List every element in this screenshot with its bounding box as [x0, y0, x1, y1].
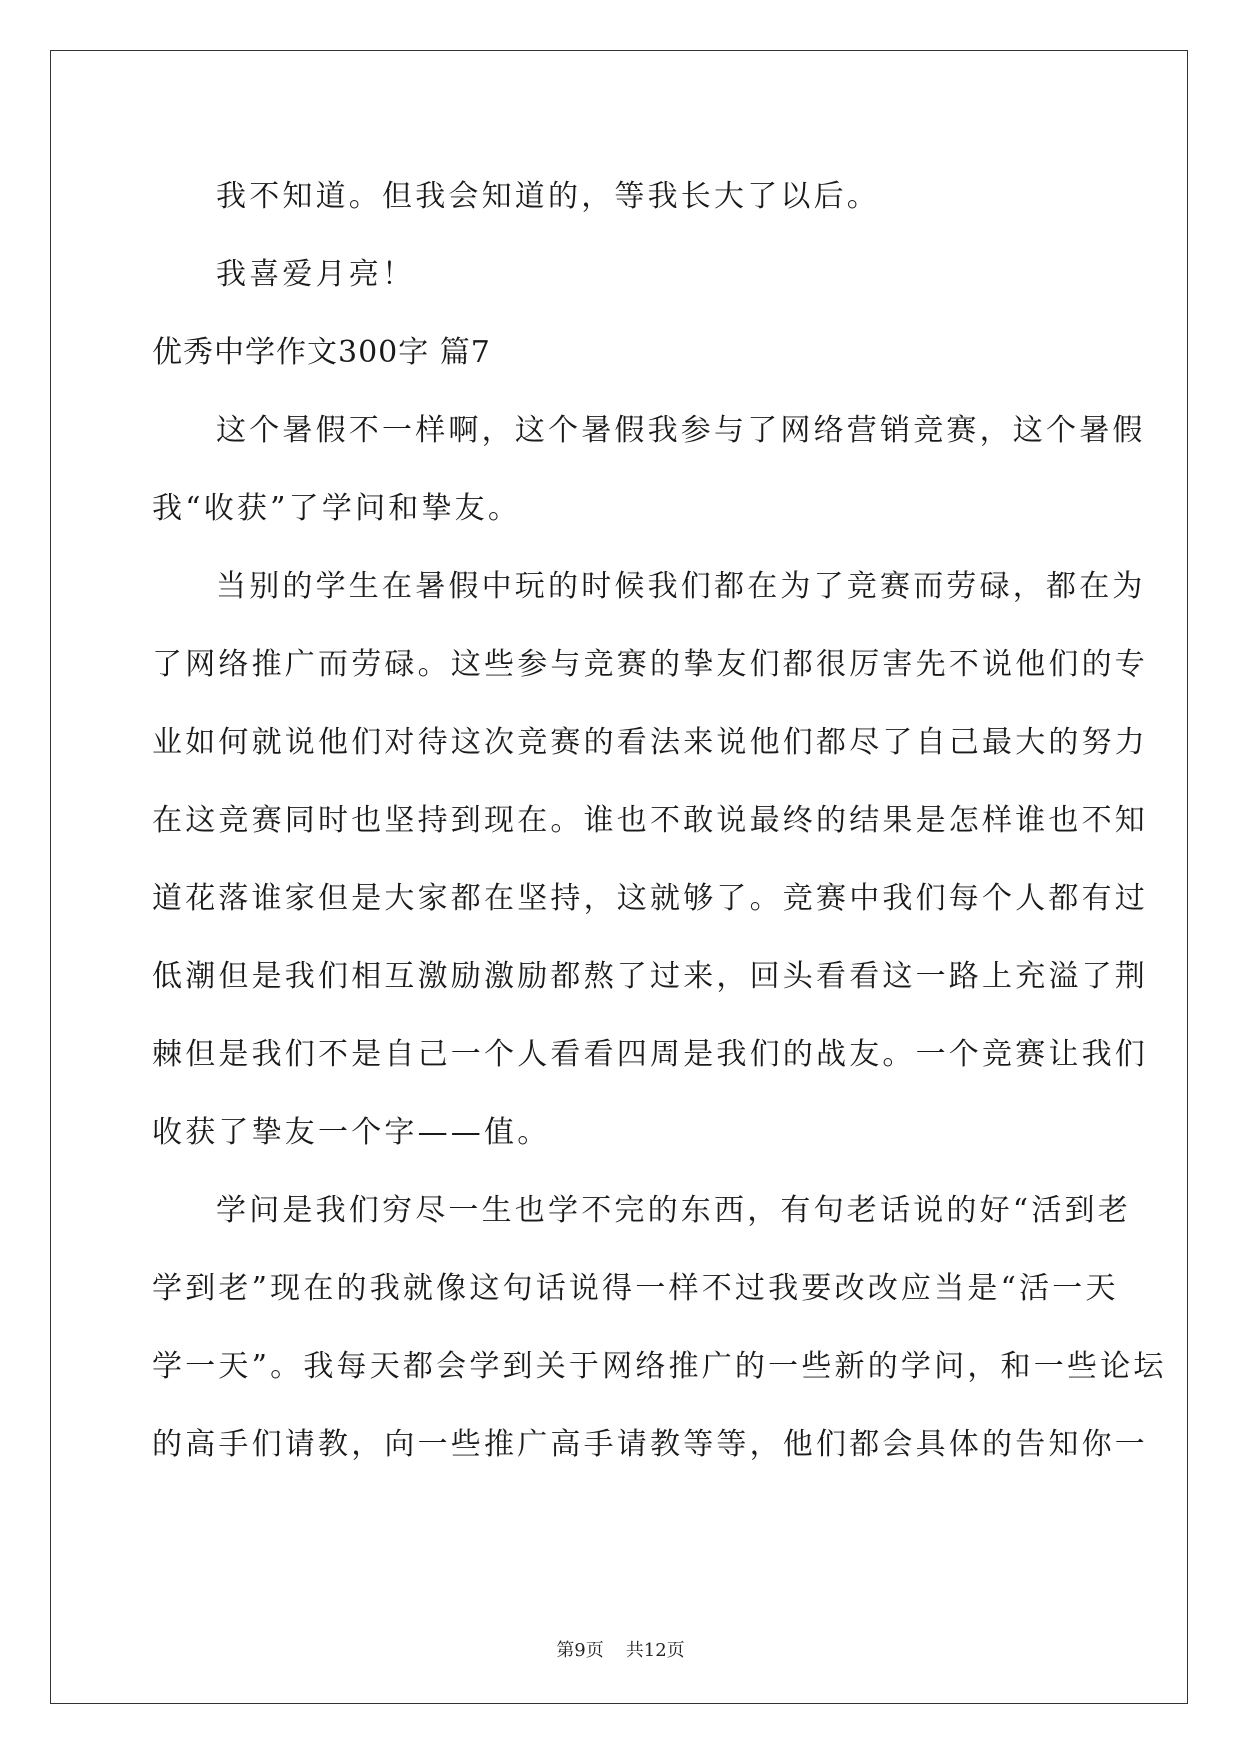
text-line: 低潮但是我们相互激励激励都熬了过来，回头看看这一路上充溢了荆 — [152, 959, 1148, 994]
page-footer — [0, 1636, 1241, 1662]
text-line: 我“收获”了学问和挚友。 — [152, 491, 522, 526]
text-line: 道花落谁家但是大家都在坚持，这就够了。竞赛中我们每个人都有过 — [152, 881, 1148, 916]
page-total: 共12页 — [625, 1640, 685, 1661]
page-number: 第9页 — [556, 1640, 604, 1661]
text-line: 我不知道。但我会知道的，等我长大了以后。 — [216, 179, 880, 214]
section-heading: 优秀中学作文300字 篇7 — [152, 335, 491, 370]
text-line: 学到老”现在的我就像这句话说得一样不过我要改改应当是“活一天 — [152, 1271, 1119, 1306]
text-line: 业如何就说他们对待这次竞赛的看法来说他们都尽了自己最大的努力 — [152, 725, 1148, 760]
text-line: 这个暑假不一样啊，这个暑假我参与了网络营销竞赛，这个暑假 — [216, 413, 1146, 448]
document-body — [152, 158, 1167, 1484]
text-line: 棘但是我们不是自己一个人看看四周是我们的战友。一个竞赛让我们 — [152, 1037, 1148, 1072]
text-line: 了网络推广而劳碌。这些参与竞赛的挚友们都很厉害先不说他们的专 — [152, 647, 1148, 682]
text-line: 收获了挚友一个字——值。 — [152, 1115, 551, 1150]
text-line: 学一天”。我每天都会学到关于网络推广的一些新的学问，和一些论坛 — [152, 1349, 1167, 1384]
text-line: 学问是我们穷尽一生也学不完的东西，有句老话说的好“活到老 — [216, 1193, 1131, 1228]
text-line: 的高手们请教，向一些推广高手请教等等，他们都会具体的告知你一 — [152, 1427, 1148, 1462]
text-line: 在这竞赛同时也坚持到现在。谁也不敢说最终的结果是怎样谁也不知 — [152, 803, 1148, 838]
text-line: 我喜爱月亮！ — [216, 257, 416, 292]
text-line: 当别的学生在暑假中玩的时候我们都在为了竞赛而劳碌，都在为 — [216, 569, 1146, 604]
